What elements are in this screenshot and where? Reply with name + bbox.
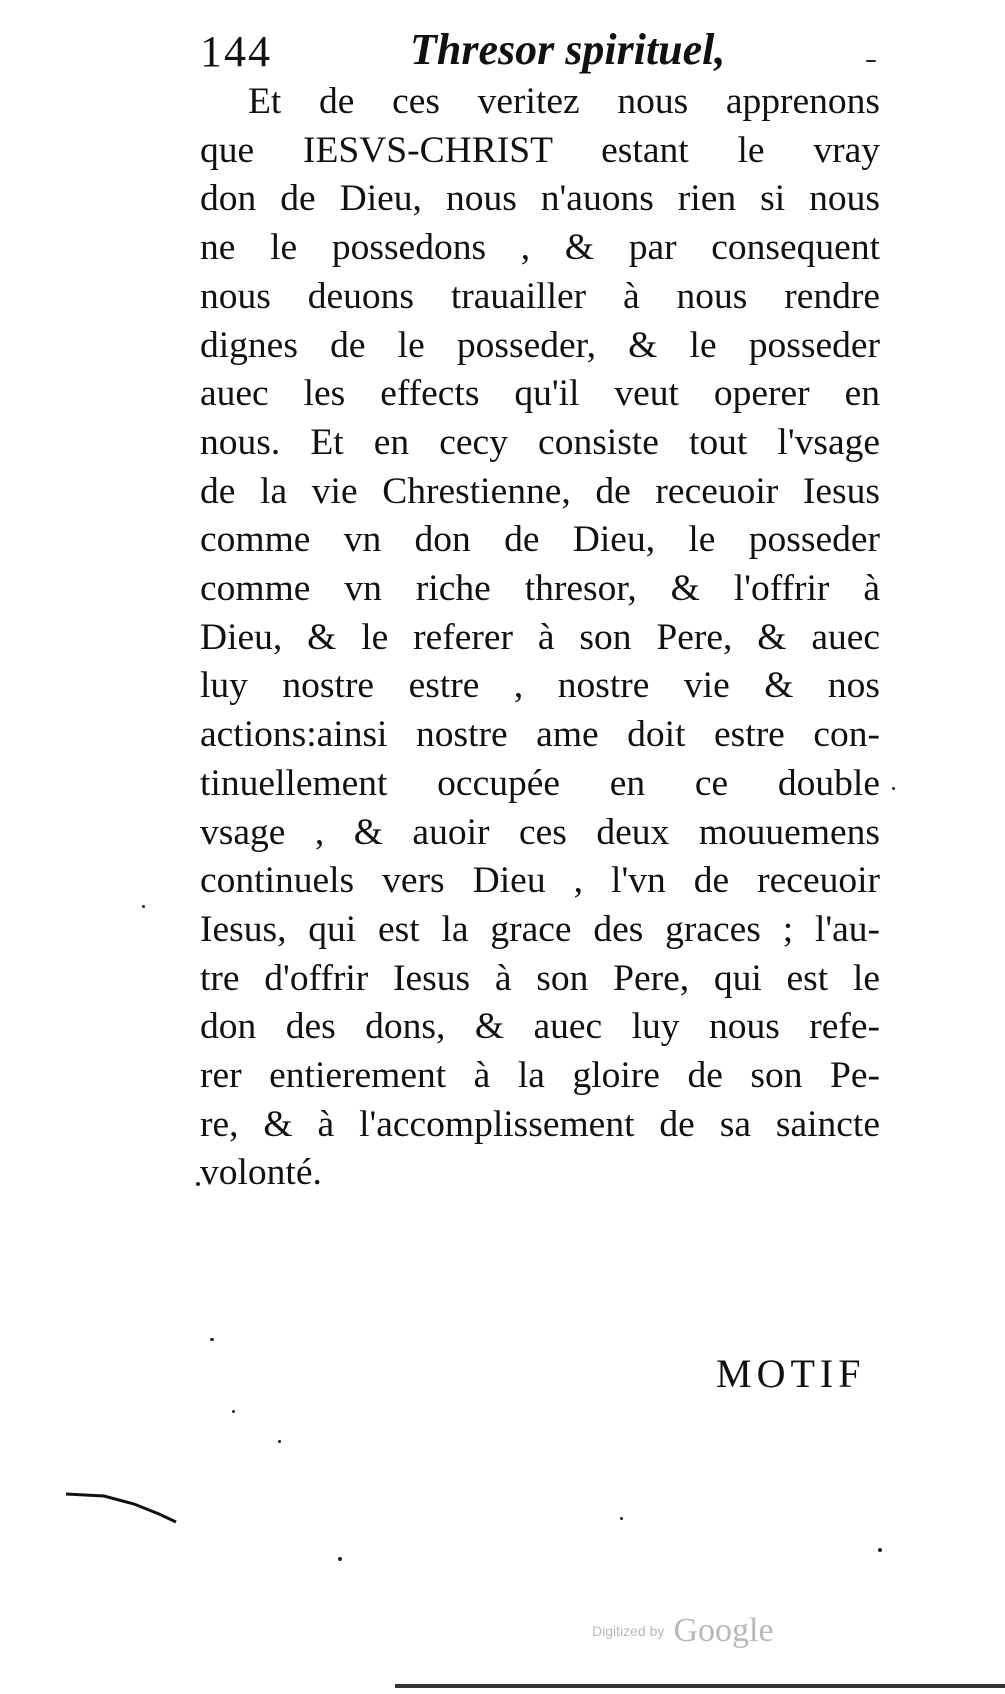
text-line: Iesus, qui est la grace des graces ; l'au- — [200, 908, 880, 950]
scan-smudge — [64, 1488, 184, 1528]
scan-speck — [892, 787, 895, 790]
text-line: Dieu, & le referer à son Pere, & auec — [200, 616, 880, 658]
text-line: comme vn don de Dieu, le posseder — [200, 519, 880, 561]
catchword: MOTIF — [716, 1351, 866, 1396]
text-line: auec les effects qu'il veut operer en — [200, 373, 880, 415]
text-line: comme vn riche thresor, & l'offrir à — [200, 568, 880, 610]
text-line: vsage , & auoir ces deux mouuemens — [200, 811, 880, 853]
page-number: 144 — [200, 27, 272, 76]
body-text — [200, 78, 880, 1198]
scan-speck — [866, 60, 876, 62]
scan-speck — [232, 1410, 235, 1413]
scan-speck — [278, 1440, 281, 1443]
scan-speck — [878, 1548, 882, 1552]
scan-edge — [395, 1684, 1005, 1688]
text-line: nous. Et en cecy consiste tout l'vsage — [200, 421, 880, 463]
scan-speck — [338, 1557, 342, 1561]
text-line: re, & à l'accomplissement de sa saincte — [200, 1103, 880, 1145]
text-line: ne le possedons , & par consequent — [200, 227, 880, 269]
text-line: don des dons, & auec luy nous refe- — [200, 1006, 880, 1048]
text-line: rer entierement à la gloire de son Pe- — [200, 1055, 880, 1097]
text-line: don de Dieu, nous n'auons rien si nous — [200, 178, 880, 220]
running-title: Thresor spirituel, — [410, 25, 726, 74]
text-line: tre d'offrir Iesus à son Pere, qui est le — [200, 957, 880, 999]
text-line: de la vie Chrestienne, de receuoir Iesus — [200, 470, 880, 512]
watermark-prefix: Digitized by — [592, 1623, 665, 1639]
text-line: Et de ces veritez nous apprenons — [248, 81, 880, 122]
text-line: actions:ainsi nostre ame doit estre con- — [200, 714, 880, 756]
text-line: continuels vers Dieu , l'vn de receuoir — [200, 860, 880, 902]
text-line: volonté. — [200, 1152, 322, 1194]
scan-speck — [142, 905, 145, 908]
digitized-watermark — [592, 1612, 774, 1650]
scan-speck — [196, 1182, 200, 1186]
watermark-logo: Google — [673, 1612, 774, 1649]
scan-speck — [620, 1517, 623, 1520]
text-line: luy nostre estre , nostre vie & nos — [200, 665, 880, 707]
text-line: dignes de le posseder, & le posseder — [200, 324, 880, 366]
text-line: tinuellement occupée en ce double — [200, 762, 880, 804]
scan-speck — [210, 1338, 214, 1341]
text-line: que IESVS-CHRIST estant le vray — [200, 129, 880, 171]
page-header — [200, 20, 880, 80]
text-line: nous deuons trauailler à nous rendre — [200, 275, 880, 317]
